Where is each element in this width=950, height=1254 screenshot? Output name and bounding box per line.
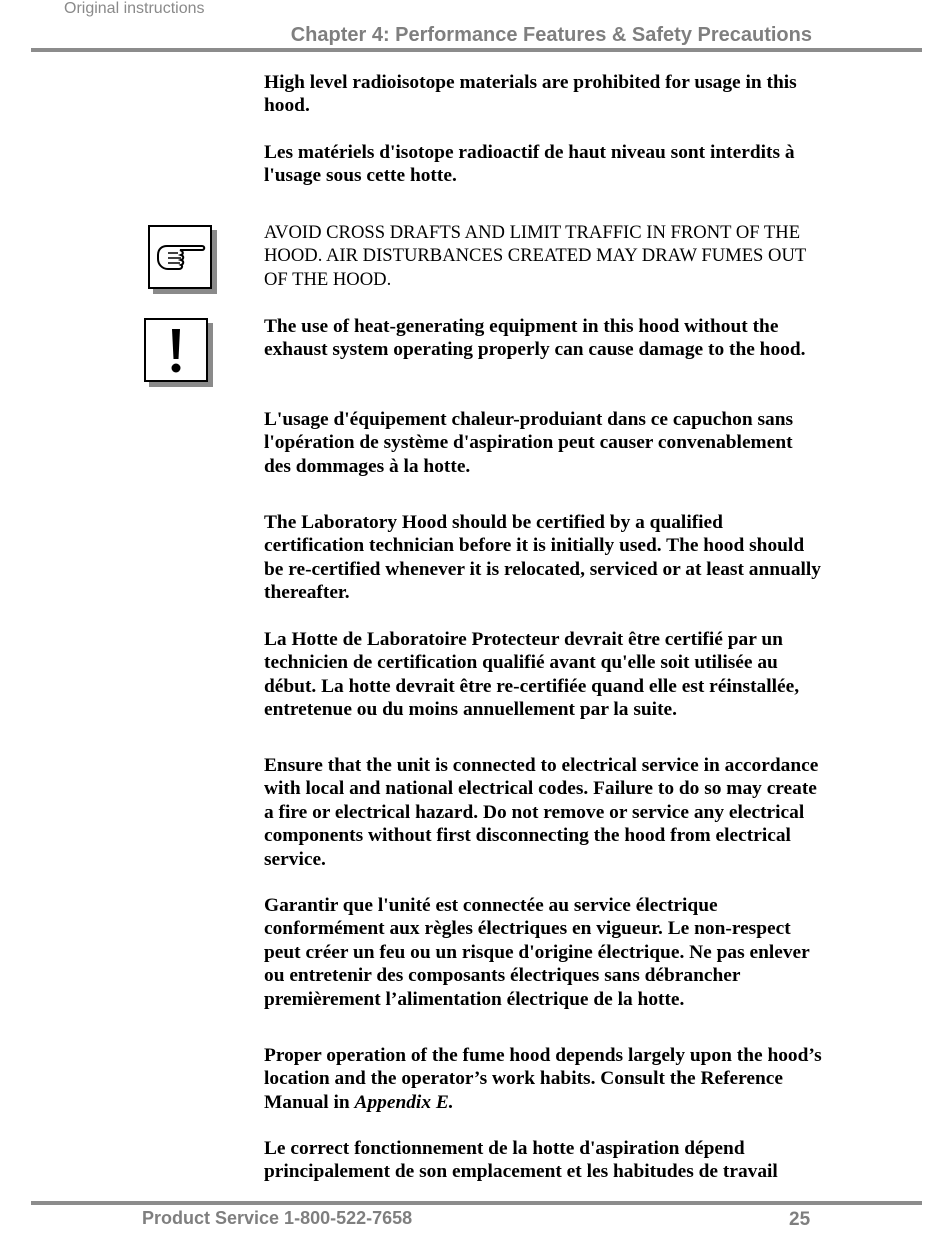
paragraph-radioisotope-fr: Les matériels d'isotope radioactif de haut niveau sont interdits à l'usage sous cette hotte. [264, 142, 795, 187]
paragraph-operation [264, 1044, 822, 1114]
paragraph-electrical-fr: Garantir que l'unité est connectée au service électrique conformément aux règles électriques en vigueur. Le non-respect peut créer un feu ou un risque d'origine électrique. Ne pas enlever ou entretenir des composants électriques sans débrancher premièrement l’alimentation électrique de la hotte. [264, 895, 810, 1010]
note-box [148, 225, 212, 289]
product-service-phone: Product Service 1-800-522-7658 [142, 1208, 413, 1228]
header-rule [31, 48, 922, 52]
paragraph-operation-fr: Le correct fonctionnement de la hotte d'aspiration dépend principalement de son emplacement et les habitudes de travail [264, 1138, 778, 1183]
paragraph-radioisotope: High level radioisotope materials are prohibited for usage in this hood. [264, 72, 797, 117]
exclamation-icon [161, 323, 191, 377]
pointing-hand-icon [154, 240, 206, 274]
footer-rule [31, 1201, 922, 1205]
page-number: 25 [789, 1209, 811, 1230]
paragraph-operation-text: Proper operation of the fume hood depends largely upon the hood’s location and the operator’s work habits. Consult the Reference Manual in [264, 1045, 822, 1113]
warning-box [144, 318, 208, 382]
original-instructions-label: Original instructions [64, 0, 205, 17]
chapter-title: Chapter 4: Performance Features & Safety Precautions [290, 24, 812, 46]
paragraph-certification-fr: La Hotte de Laboratoire Protecteur devrait être certifié par un technicien de certification qualifié avant qu'elle soit utilisée au début. La hotte devrait être re-certifiée quand elle est réinstallée, entretenue ou du moins annuellement par la suite. [264, 629, 800, 721]
paragraph-heat-equipment: The use of heat-generating equipment in this hood without the exhaust system operating properly can cause damage to the hood. [264, 316, 806, 361]
paragraph-electrical: Ensure that the unit is connected to electrical service in accordance with local and national electrical codes. Failure to do so may create a fire or electrical hazard. Do not remove or service any electrical components without first disconnecting the hood from electrical service. [264, 755, 819, 870]
paragraph-certification: The Laboratory Hood should be certified by a qualified certification technician before it is initially used. The hood should be re-certified whenever it is relocated, serviced or at least annually thereafter. [264, 512, 821, 604]
paragraph-cross-drafts: AVOID CROSS DRAFTS AND LIMIT TRAFFIC IN FRONT OF THE HOOD. AIR DISTURBANCES CREATED MAY DRAW FUMES OUT OF THE HOOD. [264, 222, 806, 290]
appendix-reference: Appendix E. [354, 1091, 454, 1113]
paragraph-heat-equipment-fr: L'usage d'équipement chaleur-produiant dans ce capuchon sans l'opération de système d'aspiration peut causer convenablement des dommages à la hotte. [264, 409, 794, 477]
